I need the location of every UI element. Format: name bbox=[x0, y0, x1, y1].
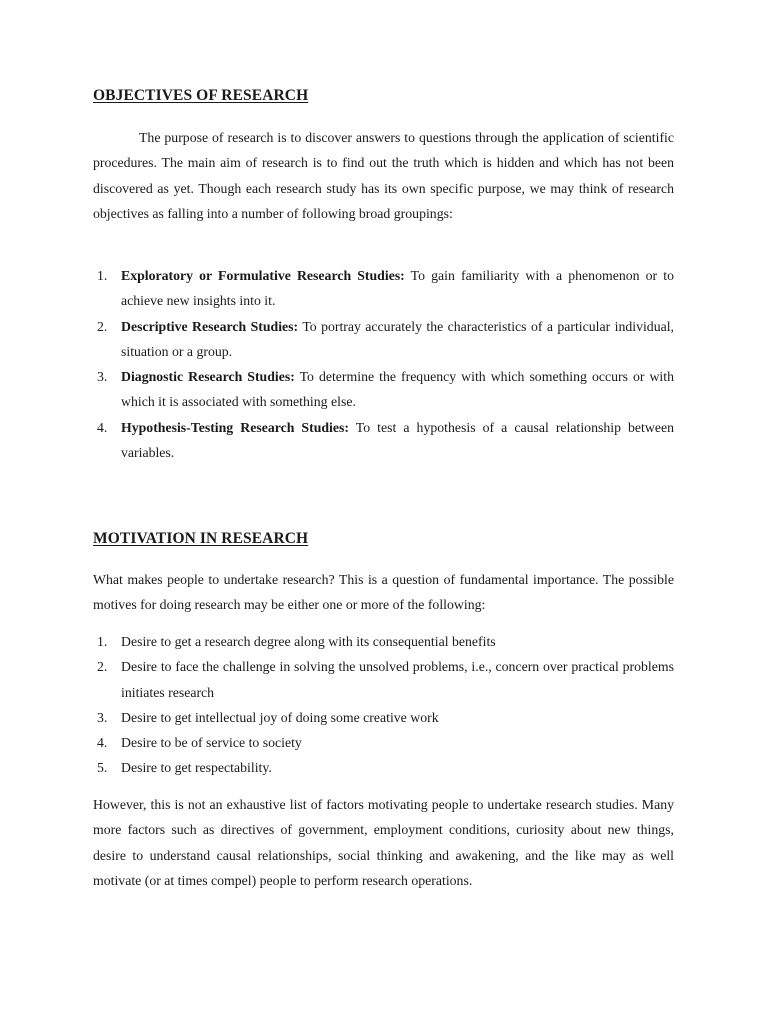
list-item-term: Descriptive Research Studies: bbox=[121, 318, 299, 334]
list-item-number: 5. bbox=[97, 760, 108, 776]
motivation-list bbox=[93, 629, 674, 781]
list-item bbox=[93, 364, 674, 415]
list-item-number: 1. bbox=[97, 268, 108, 283]
list-item-text: To gain familiarity with a phenomenon or to achieve new insights into it. bbox=[121, 268, 674, 309]
list-item-term: Diagnostic Research Studies: bbox=[121, 369, 295, 385]
list-item-number: 1. bbox=[97, 634, 108, 649]
list-item-number: 4. bbox=[97, 735, 108, 751]
list-item-text: Desire to get intellectual joy of doing some creative work bbox=[121, 709, 439, 725]
motivation-closing-paragraph: However, this is not an exhaustive list of factors motivating people to undertake research studies. Many more factors such as directives of government, employment conditions, curiosity about new things, desire to understand causal relationships, social thinking and awakening, and the like may as well motivate (or at times compel) people to perform research operations. bbox=[93, 797, 674, 888]
list-item bbox=[93, 755, 674, 780]
list-item-text: To determine the frequency with which something occurs or with which it is associated with something else. bbox=[121, 369, 674, 410]
list-item-number: 2. bbox=[97, 659, 108, 675]
list-item bbox=[93, 415, 674, 466]
section-heading-objectives: OBJECTIVES OF RESEARCH bbox=[93, 87, 309, 104]
list-item bbox=[93, 263, 674, 314]
list-item bbox=[93, 654, 674, 705]
list-item-text: Desire to get respectability. bbox=[121, 760, 272, 776]
list-item-term: Exploratory or Formulative Research Studies: bbox=[121, 268, 405, 283]
objectives-intro-paragraph: The purpose of research is to discover answers to questions through the application of scientific procedures. The main aim of research is to find out the truth which is hidden and which has not been discovered as yet. Though each research study has its own specific purpose, we may think of research objectives as falling into a number of following broad groupings: bbox=[93, 130, 674, 221]
list-item-number: 3. bbox=[97, 369, 108, 385]
list-item-number: 3. bbox=[97, 709, 108, 725]
list-item bbox=[93, 705, 674, 730]
list-item-text: Desire to be of service to society bbox=[121, 735, 302, 751]
motivation-intro-paragraph: What makes people to undertake research? This is a question of fundamental importance. The possible motives for doing research may be either one or more of the following: bbox=[93, 572, 674, 613]
objectives-list bbox=[93, 263, 674, 465]
list-item bbox=[93, 730, 674, 755]
list-item bbox=[93, 314, 674, 365]
list-item-term: Hypothesis-Testing Research Studies: bbox=[121, 419, 349, 435]
list-item-text: Desire to face the challenge in solving the unsolved problems, i.e., concern over practical problems initiates research bbox=[121, 659, 674, 700]
section-heading-motivation: MOTIVATION IN RESEARCH bbox=[93, 530, 309, 547]
list-item-number: 4. bbox=[97, 419, 108, 435]
list-item bbox=[93, 629, 674, 654]
list-item-text: To test a hypothesis of a causal relationship between variables. bbox=[121, 419, 674, 461]
document-page bbox=[93, 0, 674, 1024]
list-item-number: 2. bbox=[97, 318, 108, 334]
list-item-text: To portray accurately the characteristics of a particular individual, situation or a group. bbox=[121, 318, 675, 359]
list-item-text: Desire to get a research degree along with its consequential benefits bbox=[121, 634, 496, 649]
